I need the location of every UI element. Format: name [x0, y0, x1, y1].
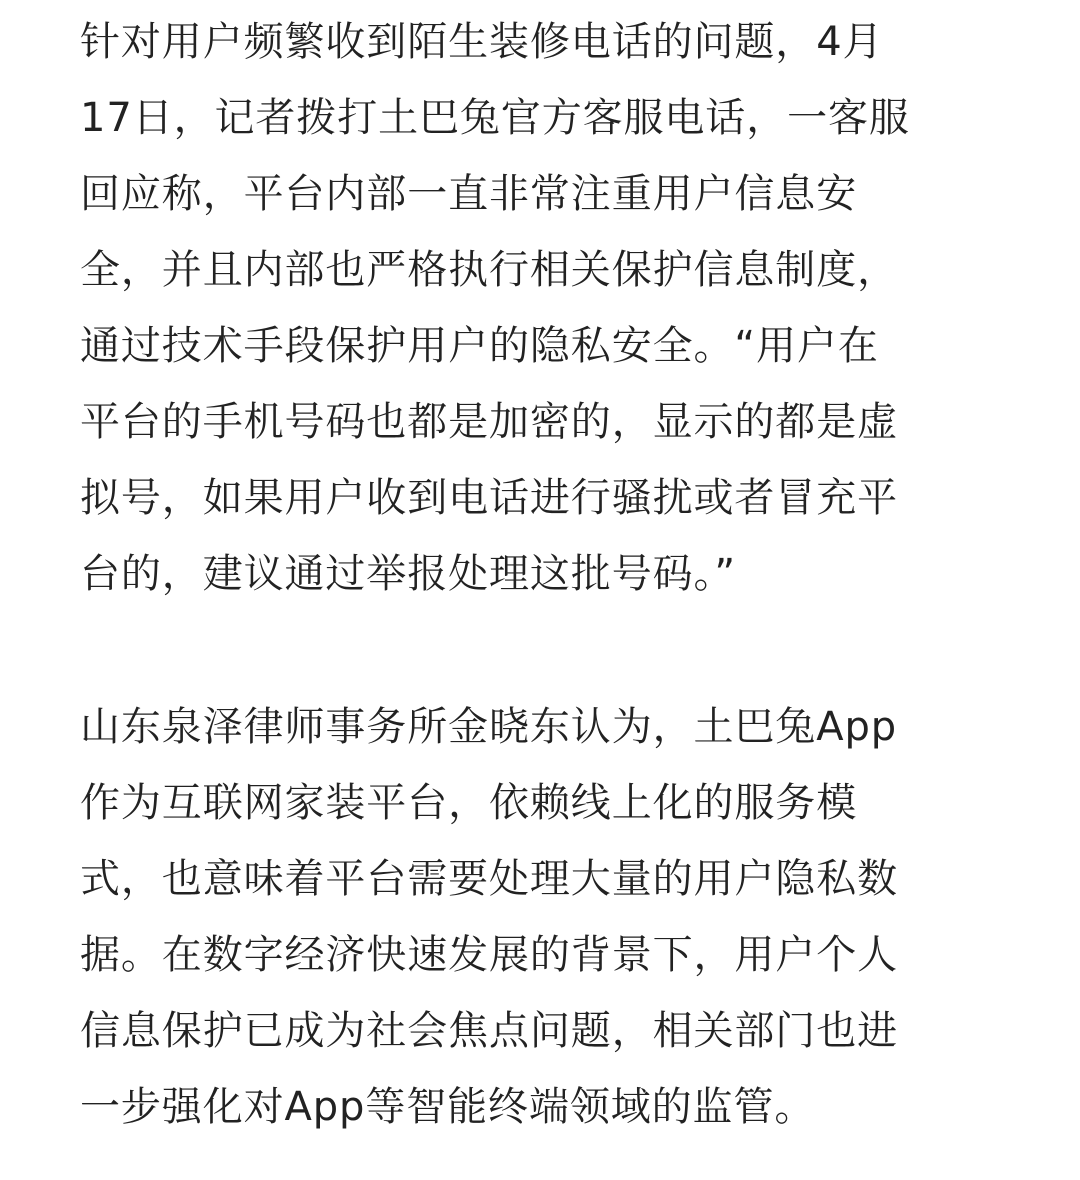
paragraph-line: 信息保护已成为社会焦点问题，相关部门也进: [80, 1008, 898, 1054]
paragraph-line: 平台的手机号码也都是加密的，显示的都是虚: [80, 399, 898, 445]
paragraph-line: 山东泉泽律师事务所金晓东认为，土巴兔App: [80, 704, 898, 750]
paragraph-line: 一步强化对App等智能终端领域的监管。: [80, 1084, 816, 1130]
paragraph-line: 据。在数字经济快速发展的背景下，用户个人: [80, 932, 898, 978]
paragraph-line: 通过技术手段保护用户的隐私安全。“用户在: [80, 323, 879, 369]
paragraph-line: 拟号，如果用户收到电话进行骚扰或者冒充平: [80, 475, 898, 521]
paragraph-line: 回应称，平台内部一直非常注重用户信息安: [80, 171, 858, 217]
paragraph-line: 全，并且内部也严格执行相关保护信息制度，: [80, 247, 898, 293]
paragraph-line: 式，也意味着平台需要处理大量的用户隐私数: [80, 856, 898, 902]
article-paragraph-1: [80, 4, 910, 612]
paragraph-line: 17日，记者拨打土巴兔官方客服电话，一客服: [80, 95, 910, 141]
article-paragraph-2: [80, 689, 898, 1145]
paragraph-line: 台的，建议通过举报处理这批号码。”: [80, 551, 737, 597]
paragraph-line: 作为互联网家装平台，依赖线上化的服务模: [80, 780, 858, 826]
paragraph-line: 针对用户频繁收到陌生装修电话的问题，4月: [80, 19, 884, 65]
